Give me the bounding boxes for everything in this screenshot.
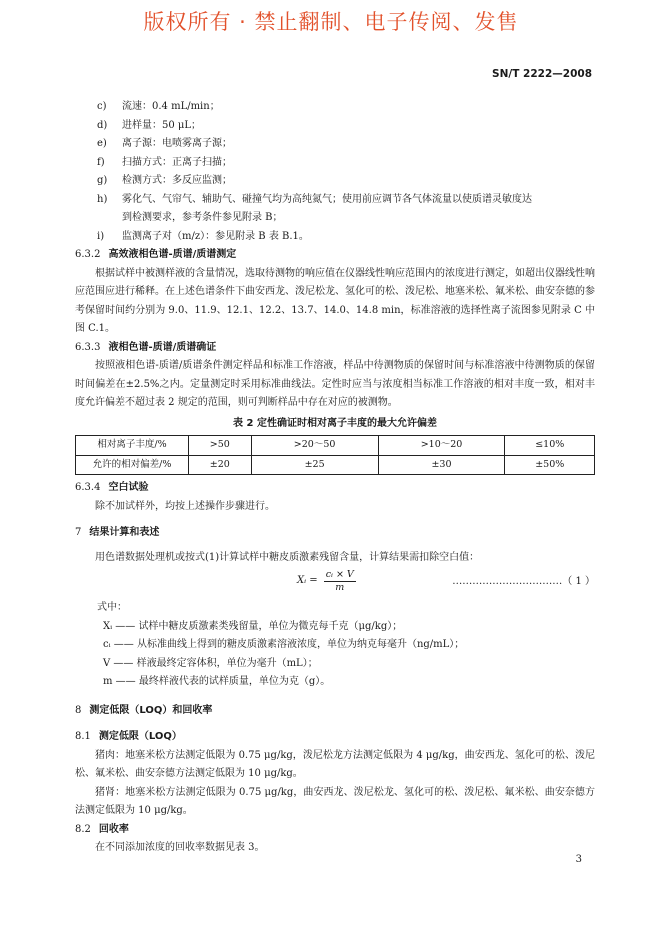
paragraph: 猪肉：地塞米松方法测定低限为 0.75 μg/kg，泼尼松龙方法测定低限为 4 μg/kg，曲安西龙、氢化可的松、泼尼松、氟米松、曲安奈德方法测定低限为 10 μg/kg。 — [75, 749, 595, 779]
equation-number: ……………………………（ 1 ） — [452, 576, 595, 587]
variable-definition: V —— 样液最终定容体积，单位为毫升（mL）； — [103, 657, 318, 669]
section-heading-8: 8 测定低限（LOQ）和回收率 — [75, 704, 213, 716]
list-item-continuation: 到检测要求，参考条件参见附录 B； — [122, 212, 283, 223]
table-2 — [75, 435, 595, 475]
table-row — [76, 436, 595, 456]
variable-definition: Xᵢ —— 试样中糖皮质激素类残留量，单位为微克每千克（μg/kg）； — [103, 620, 403, 632]
list-item: d) 进样量：50 μL； — [97, 119, 202, 131]
table-cell: >20～50 — [251, 436, 378, 456]
table-row — [76, 455, 595, 475]
variable-definitions — [75, 599, 595, 692]
section-heading-6-3-2: 6.3.2 高效液相色谱-质谱/质谱测定 — [75, 249, 237, 260]
where-label: 式中： — [97, 602, 127, 613]
table-cell: ±30 — [378, 455, 505, 475]
list-item: i) 监测离子对（m/z）：参见附录 B 表 B.1。 — [97, 230, 309, 242]
list-item: f) 扫描方式：正离子扫描； — [97, 156, 232, 168]
standard-code: SN/T 2222—2008 — [492, 68, 592, 80]
list-item: h) 雾化气、气帘气、辅助气、碰撞气均为高纯氮气；使用前应调节各气体流量以使质谱灵敏度达 — [97, 193, 532, 205]
formula-numerator: cᵢ × V — [325, 569, 354, 580]
list-item: c) 流速：0.4 mL/min； — [97, 101, 220, 112]
table-cell: ≤10% — [505, 436, 595, 456]
section-heading-8-2: 8.2 回收率 — [75, 823, 129, 835]
paragraph: 用色谱数据处理机或按式(1)计算试样中糖皮质激素残留含量，计算结果需扣除空白值： — [95, 551, 480, 563]
table-cell: ±25 — [251, 455, 378, 475]
formula-denominator: m — [335, 582, 345, 593]
paragraph: 按照液相色谱-质谱/质谱条件测定样品和标准工作溶液，样品中待测物质的保留时间与标准溶液中待测物质的保留时间偏差在±2.5%之内。定量测定时采用标准曲线法。定性时应当与浓度相当标准工作溶液的相对丰度一致，相对丰度允许偏差不超过表 2 规定的范围，则可判断样品中存在对应的被测物。 — [75, 360, 595, 408]
paragraph: 根据试样中被测样液的含量情况，选取待测物的响应值在仪器线性响应范围内的浓度进行测定，如超出仪器线性响应范围应进行稀释。在上述色谱条件下曲安西龙、泼尼松龙、氢化可的松、泼尼松、地塞米松、氟米松、曲安奈德的参考保留时间约分别为 9.0、11.9、12.1、12.2、13.7、14.0、14.8 min，标准溶液的选择性离子流图参见附录 C 中图 C.1。 — [75, 267, 595, 334]
table-cell: 相对离子丰度/% — [76, 436, 189, 456]
paragraph: 猪肾：地塞米松方法测定低限为 0.75 μg/kg，曲安西龙、泼尼松龙、氢化可的松、泼尼松、氟米松、曲安奈德方法测定低限为 10 μg/kg。 — [75, 786, 595, 816]
variable-definition: cᵢ —— 从标准曲线上得到的糖皮质激素溶液浓度，单位为纳克每毫升（ng/mL）； — [103, 639, 465, 650]
formula — [75, 567, 595, 599]
table-cell: ±50% — [505, 455, 595, 475]
section-heading-7: 7 结果计算和表述 — [75, 527, 160, 538]
page-number: 3 — [575, 854, 582, 865]
page-body — [75, 98, 595, 858]
table-cell: >10～20 — [378, 436, 505, 456]
paragraph: 在不同添加浓度的回收率数据见表 3。 — [95, 842, 265, 853]
table-caption: 表 2 定性确证时相对离子丰度的最大允许偏差 — [233, 417, 437, 429]
section-heading-6-3-3: 6.3.3 液相色谱-质谱/质谱确证 — [75, 341, 217, 353]
section-heading-6-3-4: 6.3.4 空白试验 — [75, 482, 149, 493]
table-cell: ±20 — [189, 455, 252, 475]
list-item: g) 检测方式：多反应监测； — [97, 175, 232, 186]
section-heading-8-1: 8.1 测定低限（LOQ） — [75, 731, 182, 742]
variable-definition: m —— 最终样液代表的试样质量，单位为克（g）。 — [103, 676, 331, 687]
paragraph: 除不加试样外，均按上述操作步骤进行。 — [95, 500, 275, 512]
formula-lhs: Xᵢ = — [297, 575, 318, 587]
list-item: e) 离子源：电喷雾离子源； — [97, 138, 232, 149]
table-cell: 允许的相对偏差/% — [76, 455, 189, 475]
table-cell: >50 — [189, 436, 252, 456]
watermark-banner: 版权所有 · 禁止翻制、电子传阅、发售 — [143, 10, 519, 34]
